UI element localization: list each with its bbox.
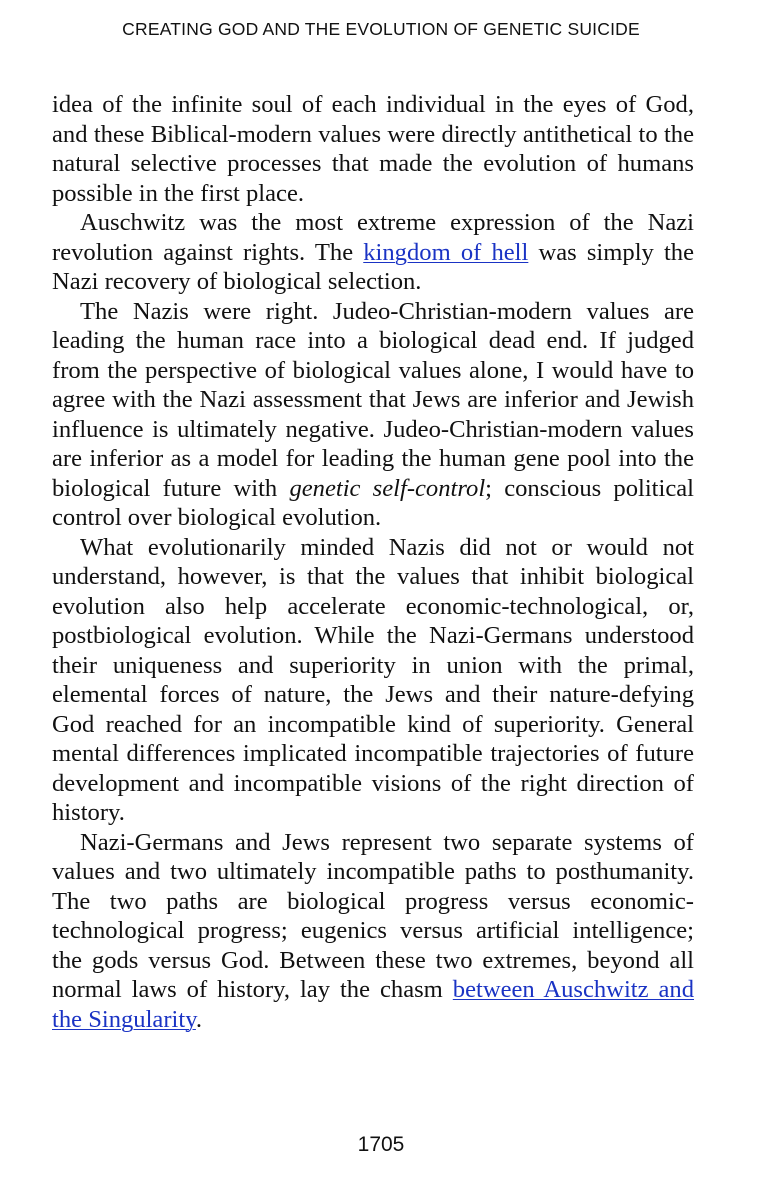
page-number: 1705 xyxy=(357,1133,405,1156)
page-body xyxy=(52,90,694,1034)
paragraph-4-text: What evolutionarily minded Nazis did not or would not understand, however, is that the values that inhibit biological evolution also help accelerate economic-technological, or, postbiological evolution. While the Nazi-Germans understood their uniqueness and superiority in union with the primal, elemental forces of nature, the Jews and their nature-defying God reached for an incompatible kind of superiority. General mental differences implicated incompatible trajectories of future development and incompatible visions of the right direction of history. xyxy=(52,533,694,826)
paragraph-5-text-before: Nazi-Germans and Jews represent two separate systems of values and two ultimately incompatible paths to posthumanity. The two paths are biological progress versus economic-technological progress; eugenics versus artificial intelligence; the gods versus God. Between these two extremes, beyond all normal laws of history, lay the chasm xyxy=(52,828,694,1003)
paragraph-3 xyxy=(52,297,694,533)
running-header: CREATING GOD AND THE EVOLUTION OF GENETIC SUICIDE xyxy=(122,19,640,39)
paragraph-2 xyxy=(52,208,694,297)
genetic-self-control-emphasis: genetic self-control xyxy=(289,474,486,502)
paragraph-1 xyxy=(52,90,694,208)
paragraph-2-text-before: Auschwitz was the most extreme expression of the Nazi revolution against rights. The xyxy=(52,209,694,266)
paragraph-5 xyxy=(52,828,694,1035)
paragraph-2-text-after: was simply the Nazi recovery of biological selection. xyxy=(52,238,694,295)
paragraph-5-text-after: . xyxy=(195,1005,203,1033)
paragraph-4 xyxy=(52,533,694,828)
paragraph-1-text: idea of the infinite soul of each individual in the eyes of God, and these Biblical-modern values were directly antithetical to the natural selective processes that made the evolution of humans possible in the first place. xyxy=(52,91,694,207)
paragraph-3-text-after: ; conscious political control over biological evolution. xyxy=(52,474,695,531)
auschwitz-singularity-link[interactable]: between Auschwitz and the Singularity xyxy=(52,976,695,1033)
paragraph-3-text-before: The Nazis were right. Judeo-Christian-modern values are leading the human race into a biological dead end. If judged from the perspective of biological values alone, I would have to agree with the Nazi assessment that Jews are inferior and Jewish influence is ultimately negative. Judeo-Christian-modern values are inferior as a model for leading the human gene pool into the biological future with xyxy=(52,297,694,502)
kingdom-of-hell-link[interactable]: kingdom of hell xyxy=(363,238,529,266)
